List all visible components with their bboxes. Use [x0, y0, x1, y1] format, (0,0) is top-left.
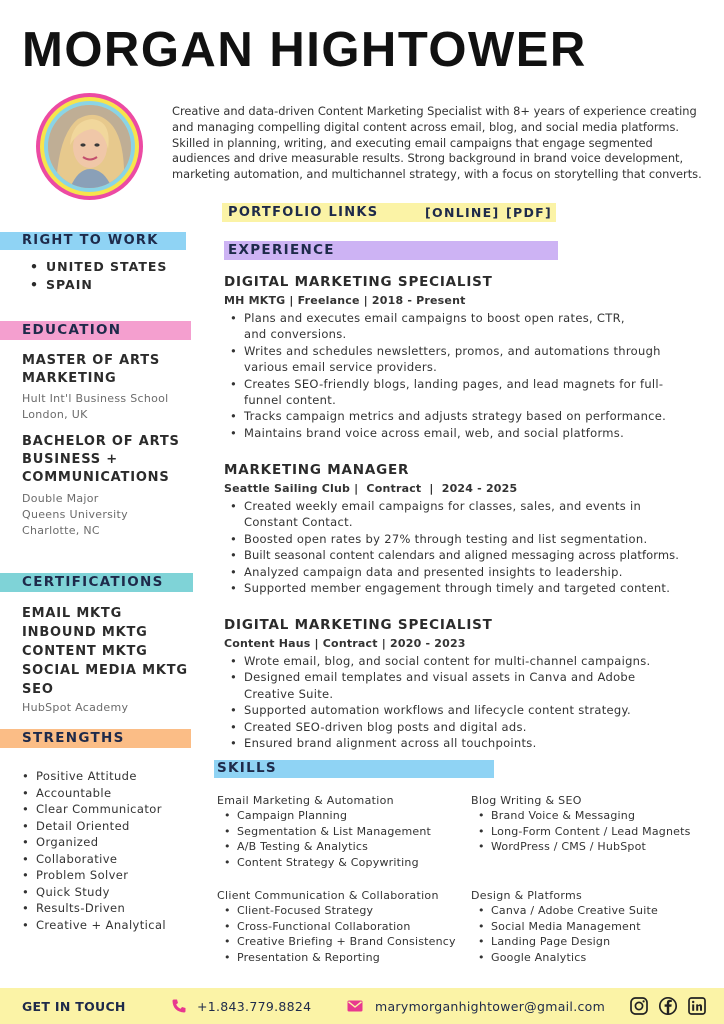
school: Hult Int'l Business School — [22, 392, 169, 405]
list-item: • Writes and schedules newsletters, promos, and automations through various email service providers. — [224, 343, 714, 376]
certification-item: SOCIAL MEDIA MKTG — [22, 663, 188, 678]
list-item: • Supported automation workflows and lifecycle content strategy. — [224, 702, 714, 718]
skills-title: SKILLS — [217, 760, 277, 776]
degree-line: BACHELOR OF ARTS — [22, 434, 180, 449]
list-item: • A/B Testing & Analytics — [217, 839, 467, 855]
list-item: • Ensured brand alignment across all touchpoints. — [224, 735, 714, 751]
skill-group — [471, 889, 716, 965]
portfolio-title: PORTFOLIO LINKS — [228, 205, 379, 220]
phone-icon — [171, 998, 187, 1014]
list-item: • Cross-Functional Collaboration — [217, 919, 467, 935]
list-item: • Social Media Management — [471, 919, 716, 935]
experience-title: EXPERIENCE — [228, 242, 335, 258]
list-item: • Campaign Planning — [217, 808, 467, 824]
list-item: • Plans and executes email campaigns to boost open rates, CTR, and conversions. — [224, 310, 714, 343]
job-bullets — [224, 653, 714, 751]
avatar — [48, 105, 131, 188]
list-item: • Supported member engagement through timely and targeted content. — [224, 580, 716, 596]
strengths-title: STRENGTHS — [22, 730, 125, 746]
email-icon — [347, 1000, 363, 1012]
certification-item: SEO — [22, 682, 54, 697]
job-title: DIGITAL MARKETING SPECIALIST — [224, 274, 493, 290]
list-item: • Wrote email, blog, and social content for multi-channel campaigns. — [224, 653, 714, 669]
strengths-list — [22, 768, 202, 933]
list-item: • Designed email templates and visual assets in Canva and Adobe Creative Suite. — [224, 669, 714, 702]
list-item: • Results-Driven — [22, 900, 202, 917]
phone-number[interactable]: +1.843.779.8824 — [197, 999, 312, 1014]
job-entry — [224, 462, 716, 596]
job-entry — [224, 274, 714, 441]
list-item: • Presentation & Reporting — [217, 950, 467, 966]
school: Queens University — [22, 508, 128, 521]
candidate-name: MORGAN HIGHTOWER — [22, 23, 587, 77]
skill-list — [471, 808, 716, 855]
skill-group — [217, 794, 467, 870]
list-item: • Tracks campaign metrics and adjusts strategy based on performance. — [224, 408, 714, 424]
linkedin-icon[interactable] — [687, 996, 707, 1016]
certifications-title: CERTIFICATIONS — [22, 574, 164, 590]
degree-line: MARKETING — [22, 371, 117, 386]
list-item: • Boosted open rates by 27% through testing and list segmentation. — [224, 531, 716, 547]
skill-group — [471, 794, 716, 855]
list-item: • WordPress / CMS / HubSpot — [471, 839, 716, 855]
list-item: • Long-Form Content / Lead Magnets — [471, 824, 716, 840]
profile-summary: Creative and data-driven Content Marketing Specialist with 8+ years of experience creating and managing compelling digital content across email, blog, and social media platforms. Skilled in planning, writing, and executing email campaigns that engage segmented audiences and drive measurable results. Strong background in brand voice development, marketing automation, and multichannel strategy, with a focus on storytelling that converts. — [172, 104, 702, 182]
certification-item: EMAIL MKTG — [22, 606, 123, 621]
skill-list — [217, 903, 467, 965]
job-bullets — [224, 310, 714, 441]
job-meta: Seattle Sailing Club | Contract | 2024 - 2025 — [224, 482, 518, 495]
list-item: • Maintains brand voice across email, web, and social platforms. — [224, 425, 714, 441]
location: Charlotte, NC — [22, 524, 100, 537]
list-item: • Creates SEO-friendly blogs, landing pages, and lead magnets for full-funnel content. — [224, 376, 714, 409]
list-item: • Creative Briefing + Brand Consistency — [217, 934, 467, 950]
instagram-icon[interactable] — [629, 996, 649, 1016]
skill-group-heading: Email Marketing & Automation — [217, 794, 394, 807]
right-to-work-title: RIGHT TO WORK — [22, 233, 159, 248]
job-bullets — [224, 498, 716, 596]
job-meta: Content Haus | Contract | 2020 - 2023 — [224, 637, 466, 650]
portfolio-link-online[interactable]: [ONLINE] — [425, 205, 500, 220]
list-item: • SPAIN — [22, 276, 192, 294]
list-item: • Organized — [22, 834, 202, 851]
list-item: • Problem Solver — [22, 867, 202, 884]
list-item: • Landing Page Design — [471, 934, 716, 950]
portfolio-link-pdf[interactable]: [PDF] — [506, 205, 553, 220]
list-item: • Created SEO-driven blog posts and digital ads. — [224, 719, 714, 735]
list-item: • Creative + Analytical — [22, 917, 202, 934]
list-item: • Collaborative — [22, 851, 202, 868]
education-entry — [22, 433, 202, 539]
job-title: DIGITAL MARKETING SPECIALIST — [224, 617, 493, 633]
degree-note: Double Major — [22, 492, 99, 505]
degree-line: MASTER OF ARTS — [22, 353, 161, 368]
email-address[interactable]: marymorganhightower@gmail.com — [375, 999, 606, 1014]
skill-list — [471, 903, 716, 965]
skill-group — [217, 889, 467, 965]
list-item: • Client-Focused Strategy — [217, 903, 467, 919]
degree-line: BUSINESS + — [22, 452, 118, 467]
footer-label: GET IN TOUCH — [22, 999, 126, 1014]
list-item: • Positive Attitude — [22, 768, 202, 785]
education-title: EDUCATION — [22, 322, 122, 338]
certification-issuer: HubSpot Academy — [22, 701, 129, 714]
job-title: MARKETING MANAGER — [224, 462, 410, 478]
skill-list — [217, 808, 467, 870]
right-to-work-list — [22, 258, 192, 294]
list-item: • Quick Study — [22, 884, 202, 901]
portrait-image — [48, 105, 131, 188]
list-item: • Detail Oriented — [22, 818, 202, 835]
certification-item: CONTENT MKTG — [22, 644, 148, 659]
degree-line: COMMUNICATIONS — [22, 470, 170, 485]
location: London, UK — [22, 408, 88, 421]
facebook-icon[interactable] — [658, 996, 678, 1016]
list-item: • Canva / Adobe Creative Suite — [471, 903, 716, 919]
list-item: • Google Analytics — [471, 950, 716, 966]
skill-group-heading: Design & Platforms — [471, 889, 583, 902]
list-item: • UNITED STATES — [22, 258, 192, 276]
certification-item: INBOUND MKTG — [22, 625, 148, 640]
list-item: • Built seasonal content calendars and aligned messaging across platforms. — [224, 547, 716, 563]
skill-group-heading: Client Communication & Collaboration — [217, 889, 439, 902]
list-item: • Clear Communicator — [22, 801, 202, 818]
list-item: • Content Strategy & Copywriting — [217, 855, 467, 871]
list-item: • Created weekly email campaigns for classes, sales, and events in Constant Contact. — [224, 498, 716, 531]
job-entry — [224, 617, 714, 751]
list-item: • Analyzed campaign data and presented insights to leadership. — [224, 564, 716, 580]
education-entry — [22, 352, 202, 423]
certifications-list — [22, 604, 202, 716]
list-item: • Brand Voice & Messaging — [471, 808, 716, 824]
job-meta: MH MKTG | Freelance | 2018 - Present — [224, 294, 466, 307]
list-item: • Accountable — [22, 785, 202, 802]
skill-group-heading: Blog Writing & SEO — [471, 794, 582, 807]
list-item: • Segmentation & List Management — [217, 824, 467, 840]
